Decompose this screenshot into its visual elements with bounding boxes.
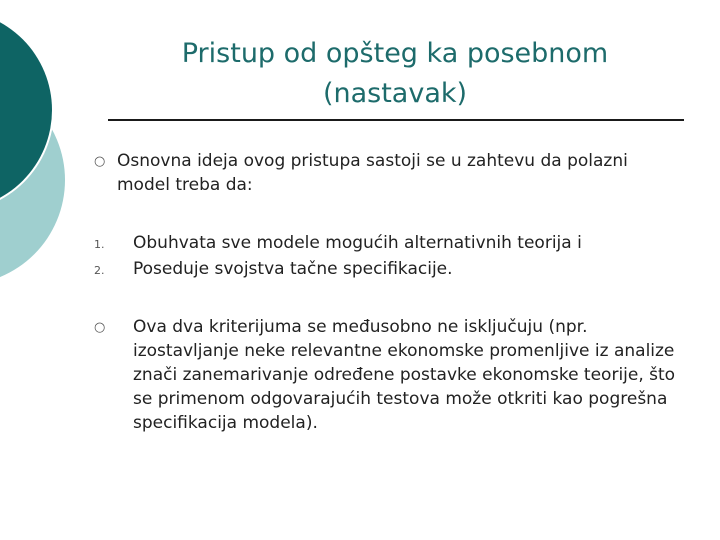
bullet-circle-icon: ○ [94, 320, 106, 335]
title-line-1: Pristup od opšteg ka posebnom [181, 38, 609, 69]
slide-title [130, 34, 660, 114]
list-item-2: Poseduje svojstva tačne specifikacije. [133, 259, 453, 279]
bullet-circle-icon: ○ [94, 154, 106, 169]
bullet-text-2: Ova dva kriterijuma se međusobno ne isključuju (npr. izostavljanje neke relevantne ekonomske promenljive iz analize znači zanemarivanje određene postavke ekonomske teorije, što se primenom odgovarajućih testova može otkriti kao pogrešna specifikacija modela). [133, 317, 676, 433]
list-item-1: Obuhvata sve modele mogućih alternativnih teorija i [133, 233, 582, 253]
list-number-1: 1. [94, 238, 105, 251]
decorative-circles [0, 0, 80, 300]
title-line-2: (nastavak) [322, 78, 468, 109]
title-divider [108, 119, 684, 121]
list-number-2: 2. [94, 264, 105, 277]
bullet-text-1: Osnovna ideja ovog pristupa sastoji se u zahtevu da polazni model treba da: [117, 151, 628, 195]
